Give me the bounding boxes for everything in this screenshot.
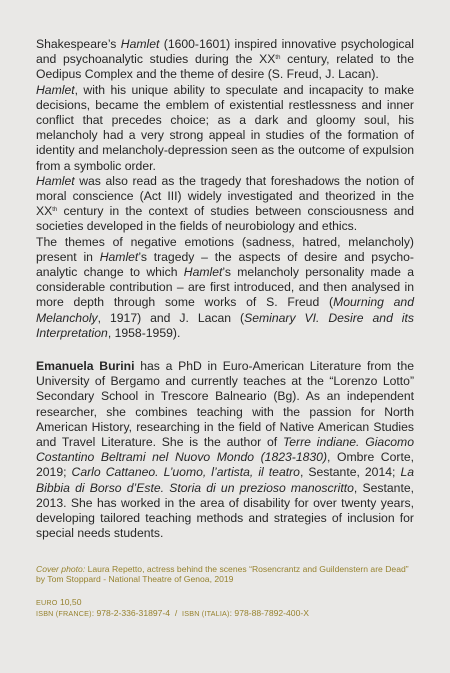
price-line [36,597,414,608]
isbn-france: : 978-2-336-31897-4 [91,607,171,618]
text: , Ombre Corte, 2019; [36,450,414,480]
isbn-separator: / [170,607,183,618]
text: , 1917) and J. Lacan ( [97,310,245,325]
book-title: Hamlet [120,37,160,51]
text: was also read as the tragedy that foreshadows the notion of moral conscience (Act III) widely investigated and theorized in the XX [36,173,414,219]
text: , 1958-1959). [107,325,181,340]
work-title: La Bibbia di Borso d’Este. Storia di un prezioso manoscritto [36,465,414,495]
work-title: Mourning and Melancholy [36,295,414,325]
author-name: Emanuela Burini [36,359,135,374]
book-title: Hamlet [36,82,75,97]
price-amount: 10,50 [57,596,82,607]
book-title: Hamlet [36,173,75,188]
currency-label: EURO [36,597,58,607]
blurb-paragraph-2 [36,83,414,174]
text: , Sestante, 2013. She has worked in the area of disability for over twenty years, developing tailored teaching methods and strategies of inclusion for special needs students. [36,480,414,541]
author-bio [36,359,414,541]
text: has a PhD in Euro-American Literature from the University of Bergamo and currently teaches at the “Lorenzo Lotto” Secondary School in Trescore Balneario (Bg). As an independent researcher, she combines teaching with the passion for North American History, researching in the field of Native American Studies and Travel Literature. She is the author of [36,359,415,450]
work-title: Seminary VI. Desire and its Interpretation [36,310,414,340]
blurb-paragraph-4 [36,235,414,341]
isbn-line [36,608,414,619]
text: Shakespeare’s [36,37,121,51]
isbn-label-italia: ISBN (ITALIA) [182,608,230,618]
text: , with his unique ability to speculate and incapacity to make decisions, became the emblem of existential restlessness and inner conflict that precedes choice; as a dark and gloomy soul, his melancholy had a very strong appeal in studies of the formation of identity and melancholy-depression seen as the outcome of expulsion from a symbolic order. [36,82,414,173]
author-bio-paragraph [36,359,414,541]
credit-label: Cover photo: [36,563,86,574]
work-title: Carlo Cattaneo. L’uomo, l’artista, il teatro [71,465,300,480]
blurb-paragraph-1 [36,37,414,83]
text: , Sestante, 2014; [299,465,401,480]
book-title: Hamlet [183,265,223,280]
text: century in the context of studies between consciousness and societies developed in the fields of neurobiology and ethics. [36,204,414,234]
price-isbn-block [36,597,414,619]
blurb-paragraph-3 [36,174,414,235]
blurb [36,37,414,341]
credit-text: Laura Repetto, actress behind the scenes “Rosencrantz and Guildenstern are Dead” by Tom Stoppard - National Theatre of Genoa, 2019 [36,563,409,585]
work-title: Terre indiane. Giacomo Costantino Beltrami nel Nuovo Mondo (1823-1830) [36,435,414,465]
book-title: Hamlet [99,249,139,264]
isbn-label-france: ISBN (FRANCE) [36,608,92,618]
text: ’s tragedy – the aspects of desire and psycho-analytic change to which [36,249,414,280]
text: ’s melancholy personality made a considerable contribution – are first introduced, and then analysed in more depth through some works of S. Freud ( [36,265,414,310]
cover-photo-credit [36,564,414,585]
ordinal-suffix: th [52,207,58,214]
text: century, related to the Oedipus Complex and the theme of desire (S. Freud, J. Lacan). [36,52,414,82]
ordinal-suffix: th [275,55,281,62]
isbn-italia: : 978-88-7892-400-X [229,607,309,618]
text: (1600-1601) inspired innovative psychological and psychoanalytic studies during the XX [36,37,414,67]
text: The themes of negative emotions (sadness, hatred, melancholy) present in [36,234,414,264]
